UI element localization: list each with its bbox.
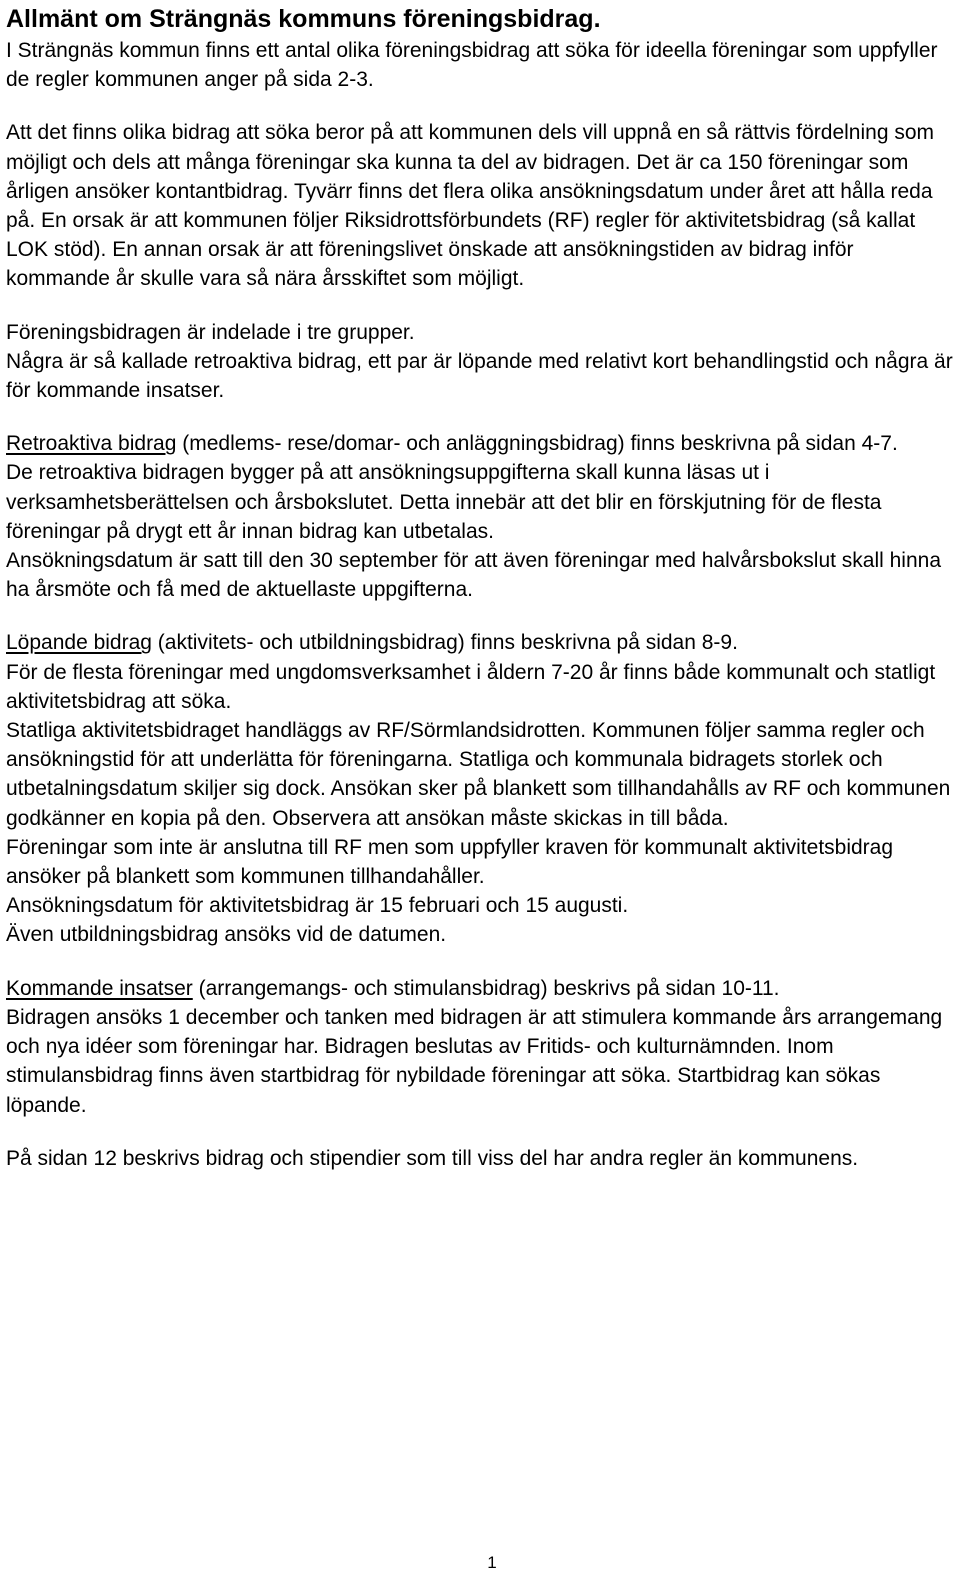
lopande-heading-paragraph — [6, 628, 954, 657]
kommande-heading: Kommande insatser — [6, 976, 193, 1000]
lopande-body-5: Även utbildningsbidrag ansöks vid de datumen. — [6, 923, 447, 947]
lopande-heading-rest: (aktivitets- och utbildningsbidrag) finns beskrivna på sidan 8-9. — [151, 631, 738, 655]
retro-heading-paragraph — [6, 429, 954, 458]
kommande-body: Bidragen ansöks 1 december och tanken med bidragen är att stimulera kommande års arrangemang och nya idéer som föreningar har. Bidragen beslutas av Fritids- och kulturnämnden. Inom stimulansbidrag finns även startbidrag för nybildade föreningar att söka. Startbidrag kan sökas löpande. — [6, 1005, 943, 1117]
kommande-heading-rest: (arrangemangs- och stimulansbidrag) beskrivs på sidan 10-11. — [192, 976, 780, 1000]
lopande-heading: Löpande bidrag — [6, 631, 152, 655]
retro-heading: Retroaktiva bidrag — [6, 432, 177, 456]
lopande-body-2: Statliga aktivitetsbidraget handläggs av RF/Sörmlandsidrotten. Kommunen följer samma regler och ansökningstid för att underlätta för föreningarna. Statliga och kommunala bidragets storlek och utbetalningsdatum skiljer sig dock. Ansökan sker på blankett som tillhandahålls av RF och kommunen godkänner en kopia på den. Observera att ansökan måste skickas in till båda. — [6, 719, 951, 830]
document-page — [6, 0, 954, 1173]
intro-paragraph: I Strängnäs kommun finns ett antal olika föreningsbidrag att söka för ideella föreningar som uppfyller de regler kommunen anger på sida 2-3. — [6, 39, 938, 92]
kommande-heading-paragraph — [6, 974, 954, 1003]
reasons-paragraph: Att det finns olika bidrag att söka beror på att kommunen dels vill uppnå en så rättvis fördelning som möjligt och dels att många föreningar ska kunna ta del av bidragen. Det är ca 150 föreningar som årligen ansöker kontantbidrag. Tyvärr finns det flera olika ansökningsdatum under året att hålla reda på. En orsak är att kommunen följer Riksidrottsförbundets (RF) regler för aktivitetsbidrag (så kallat LOK stöd). En annan orsak är att föreningslivet önskade att ansökningstiden av bidrag inför kommande år skulle vara så nära årsskiftet som möjligt. — [6, 121, 934, 291]
document-title: Allmänt om Strängnäs kommuns föreningsbidrag. — [6, 5, 601, 33]
lopande-body-4: Ansökningsdatum för aktivitetsbidrag är 15 februari och 15 augusti. — [6, 894, 629, 918]
retro-body-2: Ansökningsdatum är satt till den 30 september för att även föreningar med halvårsbokslut skall hinna ha årsmöte och få med de aktuellaste uppgifterna. — [6, 549, 942, 602]
page-number: 1 — [487, 1553, 497, 1572]
groups-intro-line: Föreningsbidragen är indelade i tre grupper. — [6, 320, 415, 344]
retro-heading-rest: (medlems- rese/domar- och anläggningsbidrag) finns beskrivna på sidan 4-7. — [176, 432, 898, 456]
closing-paragraph: På sidan 12 beskrivs bidrag och stipendier som till viss del har andra regler än kommunens. — [6, 1146, 859, 1170]
groups-description: Några är så kallade retroaktiva bidrag, ett par är löpande med relativt kort behandlingstid och några är för kommande insatser. — [6, 349, 953, 403]
lopande-body-3: Föreningar som inte är anslutna till RF men som uppfyller kraven för kommunalt aktivitetsbidrag ansöker på blankett som kommunen tillhandahåller. — [6, 835, 894, 889]
lopande-body-1: För de flesta föreningar med ungdomsverksamhet i åldern 7-20 år finns både kommunalt och statligt aktivitetsbidrag att söka. — [6, 660, 936, 713]
retro-body-1: De retroaktiva bidragen bygger på att ansökningsuppgifterna skall kunna läsas ut i verksamhetsberättelsen och årsbokslutet. Detta innebär att det blir en förskjutning för de flesta föreningar på drygt ett år innan bidrag kan utbetalas. — [6, 461, 882, 543]
